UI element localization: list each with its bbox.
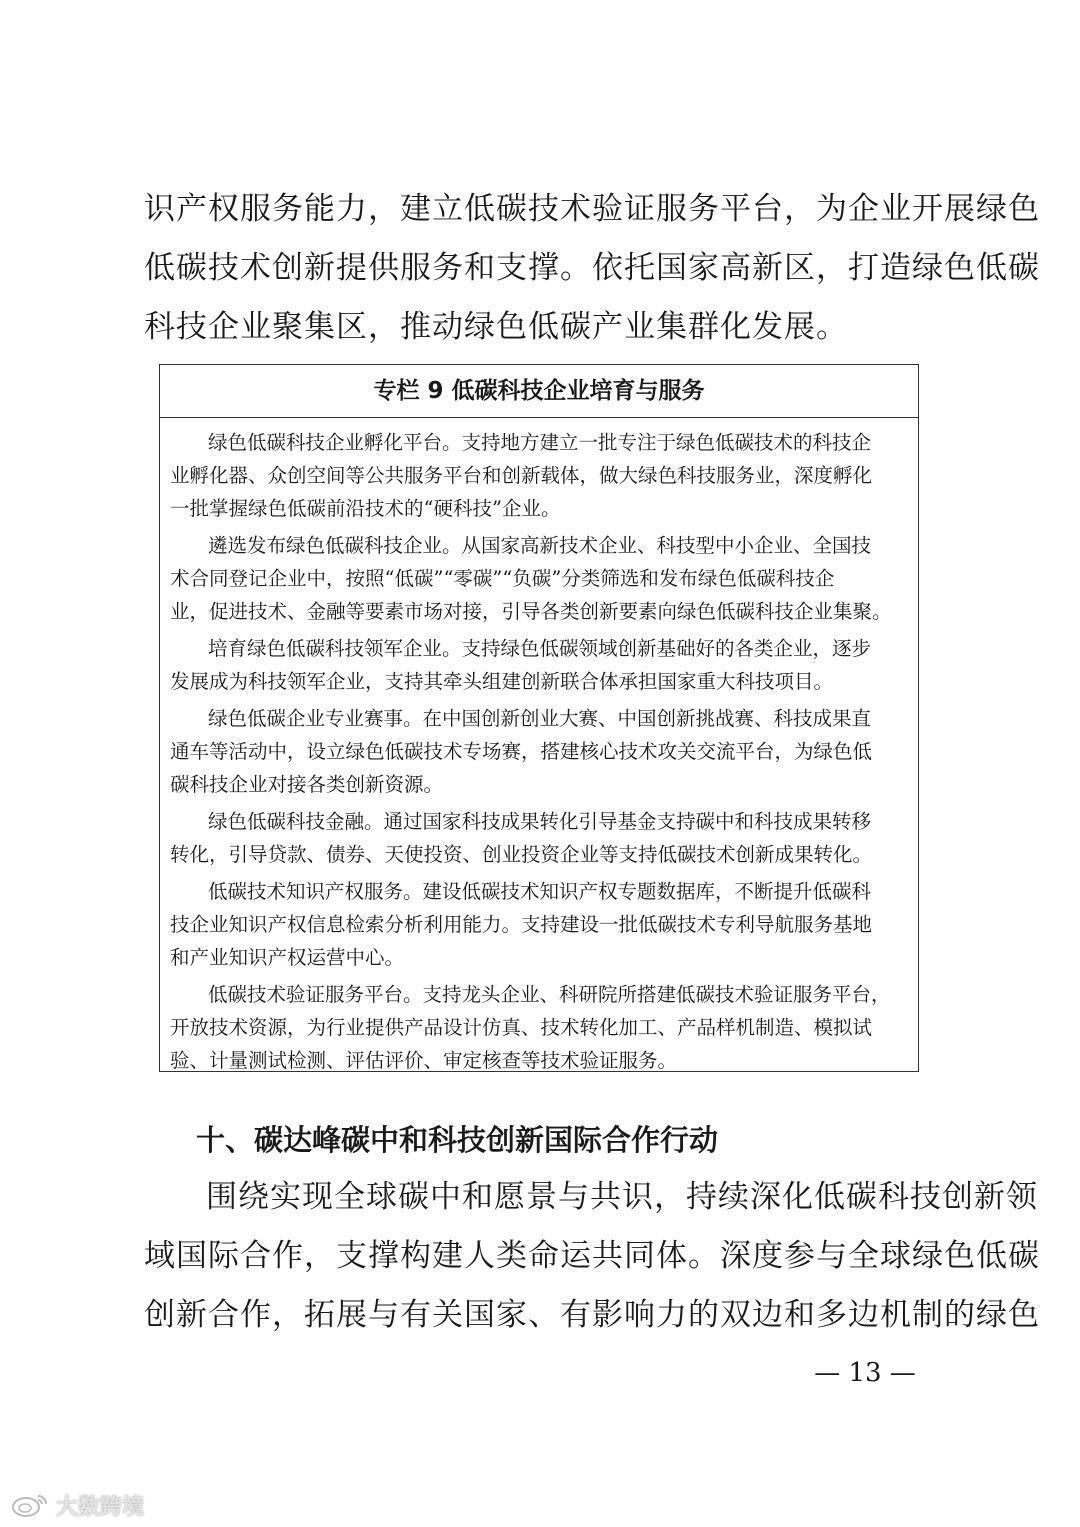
box-line: 验、计量测试检测、评估评价、审定核查等技术验证服务。 xyxy=(170,1049,678,1072)
box-line: 一批掌握绿色低碳前沿技术的“硬科技”企业。 xyxy=(170,497,561,520)
intro-line: 科技企业聚集区，推动绿色低碳产业集群化发展。 xyxy=(144,309,848,345)
box-line: 绿色低碳企业专业赛事。在中国创新创业大赛、中国创新挑战赛、科技成果直 xyxy=(208,707,872,730)
page-number: — 13 — xyxy=(814,1358,916,1388)
weibo-icon xyxy=(10,1492,50,1518)
box-line: 培育绿色低碳科技领军企业。支持绿色低碳领域创新基础好的各类企业，逐步 xyxy=(208,637,872,660)
box-paragraph-verification-platform xyxy=(170,978,908,1077)
box-line: 碳科技企业对接各类创新资源。 xyxy=(170,773,444,796)
column-box-title: 专栏 9 低碳科技企业培育与服务 xyxy=(160,365,918,418)
box-paragraph-finance xyxy=(170,805,908,871)
box-line: 业，促进技术、金融等要素市场对接，引导各类创新要素向绿色低碳科技企业集聚。 xyxy=(170,600,892,623)
column-box-body xyxy=(160,418,918,1077)
column-box xyxy=(159,364,919,1072)
watermark xyxy=(10,1490,144,1520)
section-line: 域国际合作，支撑构建人类命运共同体。深度参与全球绿色低碳 xyxy=(144,1238,1040,1274)
box-paragraph-competitions xyxy=(170,702,908,801)
box-line: 技企业知识产权信息检索分析利用能力。支持建设一批低碳技术专利导航服务基地 xyxy=(170,913,873,936)
watermark-text: 大数跨境 xyxy=(56,1494,145,1520)
intro-line: 识产权服务能力，建立低碳技术验证服务平台，为企业开展绿色 xyxy=(144,191,1040,227)
box-paragraph-incubation-platform xyxy=(170,426,908,525)
box-paragraph-leading-enterprises xyxy=(170,632,908,698)
box-line: 发展成为科技领军企业，支持其牵头组建创新联合体承担国家重大科技项目。 xyxy=(170,670,834,693)
intro-line: 低碳技术创新提供服务和支撑。依托国家高新区，打造绿色低碳 xyxy=(144,250,1040,286)
section-line: 创新合作，拓展与有关国家、有影响力的双边和多边机制的绿色 xyxy=(144,1297,1040,1333)
intro-paragraph xyxy=(144,180,1040,357)
box-line: 业孵化器、众创空间等公共服务平台和创新载体，做大绿色科技服务业，深度孵化 xyxy=(170,464,873,487)
box-line: 术合同登记企业中，按照“低碳”“零碳”“负碳”分类筛选和发布绿色低碳科技企 xyxy=(170,567,835,590)
box-line: 低碳技术知识产权服务。建设低碳技术知识产权专题数据库，不断提升低碳科 xyxy=(208,880,872,903)
box-line: 通车等活动中，设立绿色低碳技术专场赛，搭建核心技术攻关交流平台，为绿色低 xyxy=(170,740,873,763)
box-line: 绿色低碳科技企业孵化平台。支持地方建立一批专注于绿色低碳技术的科技企 xyxy=(208,431,872,454)
box-line: 转化，引导贷款、债券、天使投资、创业投资企业等支持低碳技术创新成果转化。 xyxy=(170,843,873,866)
box-line: 绿色低碳科技金融。通过国家科技成果转化引导基金支持碳中和科技成果转移 xyxy=(208,810,872,833)
section-paragraph xyxy=(144,1168,1040,1345)
box-line: 低碳技术验证服务平台。支持龙头企业、科研院所搭建低碳技术验证服务平台， xyxy=(208,983,891,1006)
box-paragraph-ip-services xyxy=(170,875,908,974)
section-heading: 十、碳达峰碳中和科技创新国际合作行动 xyxy=(196,1123,719,1157)
box-line: 和产业知识产权运营中心。 xyxy=(170,946,405,969)
section-line: 围绕实现全球碳中和愿景与共识，持续深化低碳科技创新领 xyxy=(206,1179,1038,1215)
box-line: 遴选发布绿色低碳科技企业。从国家高新技术企业、科技型中小企业、全国技 xyxy=(208,534,872,557)
box-paragraph-selection xyxy=(170,529,908,628)
box-line: 开放技术资源，为行业提供产品设计仿真、技术转化加工、产品样机制造、模拟试 xyxy=(170,1016,873,1039)
